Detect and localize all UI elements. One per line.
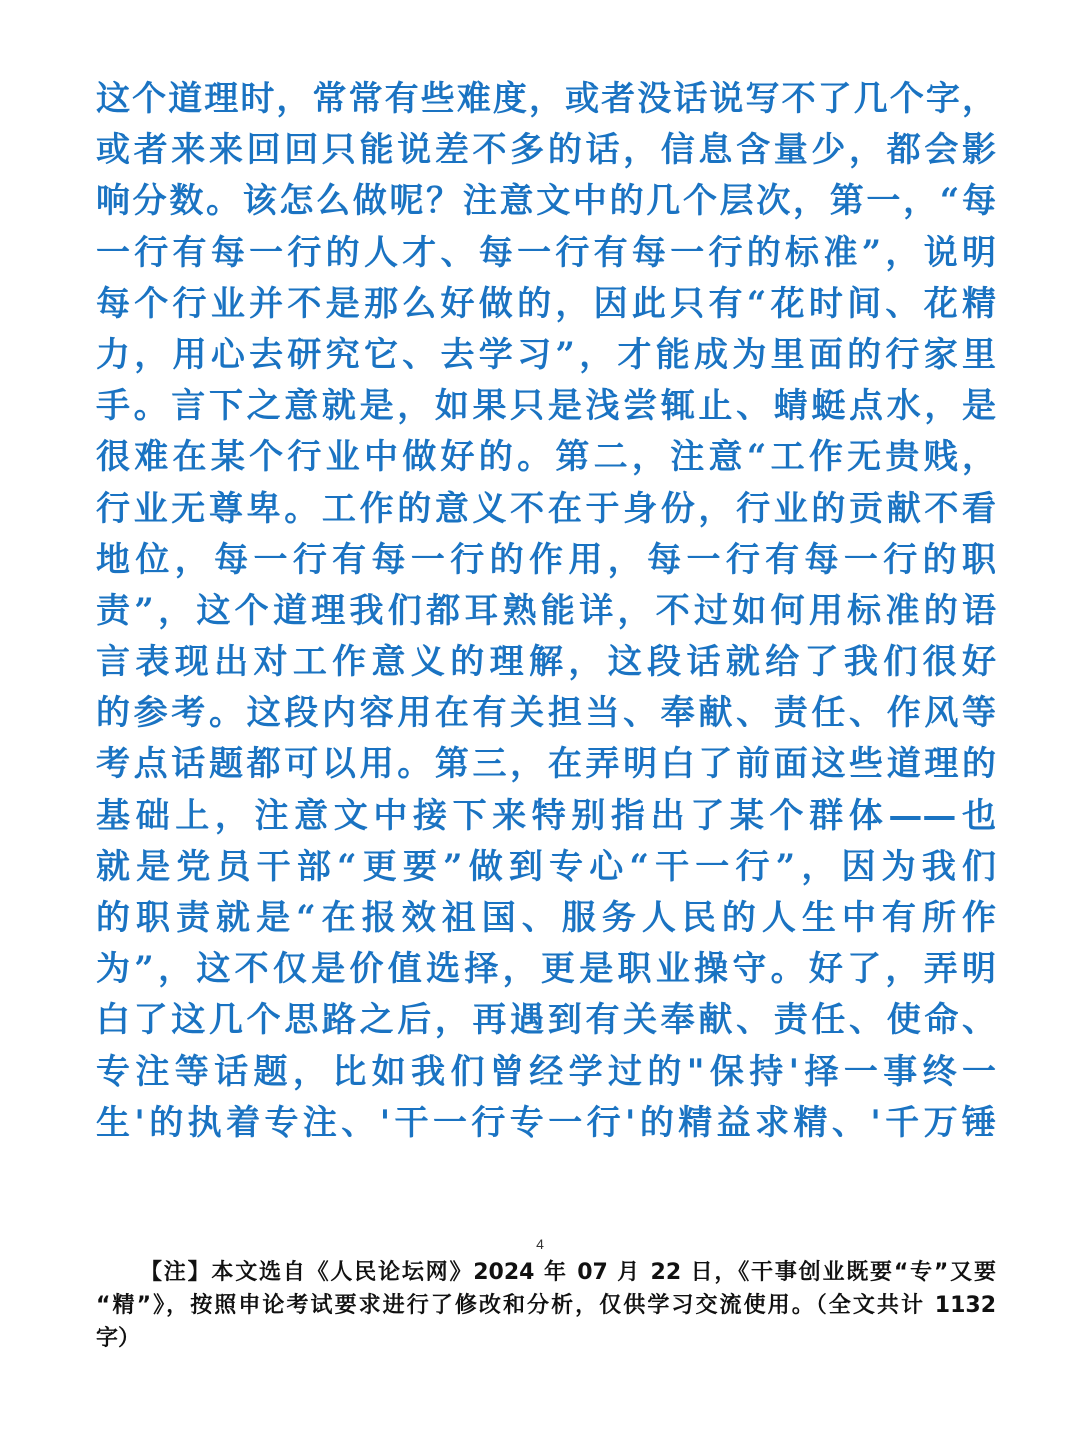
body-line: 手。言下之意就是，如果只是浅尝辄止、蜻蜓点水，是	[96, 386, 996, 427]
body-line: 的职责就是“在报效祖国、服务人民的人生中有所作	[96, 898, 996, 938]
body-line: 为”，这不仅是价值选择，更是职业操守。好了，弄明	[96, 949, 996, 990]
page-number: 4	[536, 1236, 544, 1252]
footnote-line: “精”》，按照申论考试要求进行了修改和分析，仅供学习交流使用。（全文共计 1132	[96, 1293, 996, 1318]
footnote	[96, 1256, 996, 1355]
body-line: 响分数。该怎么做呢？注意文中的几个层次，第一，“每	[96, 181, 996, 222]
body-line: 责”，这个道理我们都耳熟能详，不过如何用标准的语	[96, 590, 996, 631]
body-line: 基础上，注意文中接下来特别指出了某个群体——也	[96, 795, 996, 836]
body-line: 一行有每一行的人才、每一行有每一行的标准”，说明	[96, 232, 996, 273]
body-line: 行业无尊卑。工作的意义不在于身份，行业的贡献不看	[96, 488, 996, 529]
body-line: 白了这几个思路之后，再遇到有关奉献、责任、使命、	[96, 1000, 996, 1041]
body-line: 或者来来回回只能说差不多的话，信息含量少，都会影	[96, 130, 996, 171]
body-line: 生'的执着专注、'干一行专一行'的精益求精、'千万锤	[96, 1102, 996, 1143]
footnote-line: 字）	[96, 1326, 141, 1351]
body-line: 的参考。这段内容用在有关担当、奉献、责任、作风等	[96, 693, 996, 734]
body-line: 每个行业并不是那么好做的，因此只有“花时间、花精	[96, 283, 996, 324]
body-line: 言表现出对工作意义的理解，这段话就给了我们很好	[96, 642, 996, 683]
body-line: 这个道理时，常常有些难度，或者没话说写不了几个字，	[96, 79, 996, 119]
body-line: 地位，每一行有每一行的作用，每一行有每一行的职	[96, 539, 996, 580]
body-line: 力，用心去研究它、去学习”，才能成为里面的行家里	[96, 334, 996, 375]
body-line: 就是党员干部“更要”做到专心“干一行”，因为我们	[96, 846, 996, 887]
body-line: 考点话题都可以用。第三，在弄明白了前面这些道理的	[96, 744, 996, 785]
body-paragraph	[96, 74, 996, 1149]
body-line: 很难在某个行业中做好的。第二，注意“工作无贵贱，	[96, 437, 996, 478]
footnote-line: 【注】本文选自《人民论坛网》2024 年 07 月 22 日，《干事创业既要“专”又要	[140, 1260, 996, 1285]
body-line: 专注等话题，比如我们曾经学过的"保持'择一事终一	[96, 1051, 996, 1092]
